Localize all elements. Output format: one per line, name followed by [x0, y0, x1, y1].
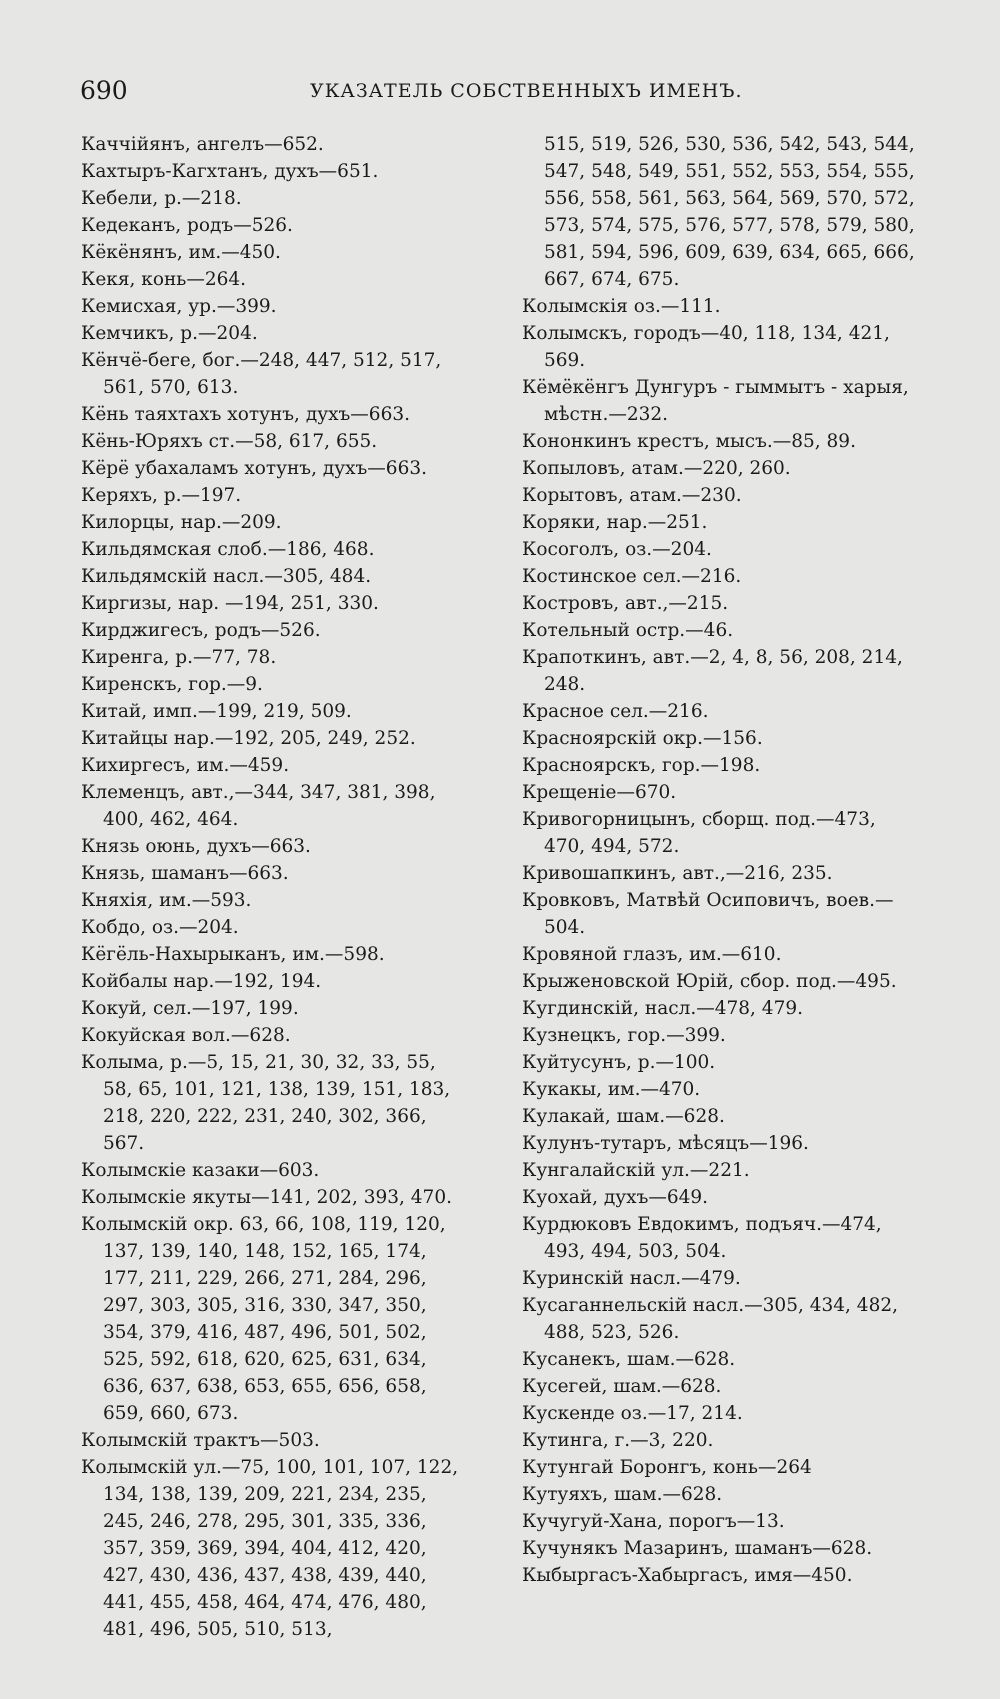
- index-entry: Кусаганнельскій насл.—305, 434, 482, 488, 523, 526.: [522, 1295, 898, 1343]
- index-entry: Крыженовской Юрій, сбор. под.—495.: [522, 971, 897, 992]
- index-entry: Кровяной глазъ, им.—610.: [522, 944, 782, 965]
- index-entry: Кривошапкинъ, авт.,—216, 235.: [522, 863, 833, 884]
- index-entry: Колымскій трактъ—503.: [81, 1430, 320, 1451]
- index-entry: Кокуйская вол.—628.: [81, 1025, 291, 1046]
- index-entry: Кугдинскій, насл.—478, 479.: [522, 998, 803, 1019]
- index-entry: Курдюковъ Евдокимъ, подъяч.—474, 493, 494, 503, 504.: [522, 1214, 882, 1262]
- index-entry: Кирджигесъ, родъ—526.: [81, 620, 321, 641]
- index-entry: Кихиргесъ, им.—459.: [81, 755, 290, 776]
- index-entry-continuation: 515, 519, 526, 530, 536, 542, 543, 544, 547, 548, 549, 551, 552, 553, 554, 555, 556, 558, 561, 563, 564, 569, 570, 572, 573, 574, 575, 576, 577, 578, 579, 580, 581, 594, 596, 609, 639, 634, 665, 666, 667, 674, 675.: [544, 134, 915, 290]
- index-entry: Кёмёкёнгъ Дунгуръ - гыммытъ - харыя, мѣстн.—232.: [522, 377, 909, 425]
- index-entry: Кёрё убахаламъ хотунъ, духъ—663.: [81, 458, 427, 479]
- index-entry: Крапоткинъ, авт.—2, 4, 8, 56, 208, 214, 248.: [522, 647, 903, 695]
- index-entry: Кёгёль-Нахырыканъ, им.—598.: [81, 944, 385, 965]
- index-entry: Койбалы нар.—192, 194.: [81, 971, 322, 992]
- index-entry: Кононкинъ крестъ, мысъ.—85, 89.: [522, 431, 856, 452]
- index-entry: Кучунякъ Мазаринъ, шаманъ—628.: [522, 1538, 873, 1559]
- index-column-left: [81, 131, 471, 1643]
- index-entry: Кедеканъ, родъ—526.: [81, 215, 293, 236]
- index-entry: Кунгалайскій ул.—221.: [522, 1160, 750, 1181]
- index-entry: Кыбыргасъ-Хабыргасъ, имя—450.: [522, 1565, 853, 1586]
- index-entry: Кёкёнянъ, им.—450.: [81, 242, 281, 263]
- index-entry: Кильдямскій насл.—305, 484.: [81, 566, 372, 587]
- index-entry: Китай, имп.—199, 219, 509.: [81, 701, 352, 722]
- index-entry: Крещеніе—670.: [522, 782, 677, 803]
- index-entry: Кулакай, шам.—628.: [522, 1106, 725, 1127]
- index-entry: Кутунгай Боронгъ, конь—264: [522, 1457, 812, 1478]
- index-entry: Кахтыръ-Кагхтанъ, духъ—651.: [81, 161, 379, 182]
- page-header: [80, 76, 960, 112]
- index-entry: Красноярскій окр.—156.: [522, 728, 763, 749]
- index-entry: Князь, шаманъ—663.: [81, 863, 289, 884]
- index-entry: Копыловъ, атам.—220, 260.: [522, 458, 791, 479]
- index-entry: Кемисхая, ур.—399.: [81, 296, 277, 317]
- index-entry: Колыма, р.—5, 15, 21, 30, 32, 33, 55, 58, 65, 101, 121, 138, 139, 151, 183, 218, 220, 222, 231, 240, 302, 366, 567.: [81, 1052, 451, 1154]
- index-entry: Киргизы, нар. —194, 251, 330.: [81, 593, 379, 614]
- index-entry: Кекя, конь—264.: [81, 269, 247, 290]
- index-entry: Коряки, нар.—251.: [522, 512, 708, 533]
- index-entry: Кусегей, шам.—628.: [522, 1376, 722, 1397]
- index-entry: Кемчикъ, р.—204.: [81, 323, 258, 344]
- index-entry: Кускенде оз.—17, 214.: [522, 1403, 743, 1424]
- index-entry: Косоголъ, оз.—204.: [522, 539, 712, 560]
- index-entry: Колымскій окр. 63, 66, 108, 119, 120, 137, 139, 140, 148, 152, 165, 174, 177, 211, 229, 266, 271, 284, 296, 297, 303, 305, 316, 330, 347, 350, 354, 379, 416, 487, 496, 501, 502, 525, 592, 618, 620, 625, 631, 634, 636, 637, 638, 653, 655, 656, 658, 659, 660, 673.: [81, 1214, 446, 1424]
- index-entry: Кривогорницынъ, сборщ. под.—473, 470, 494, 572.: [522, 809, 876, 857]
- index-entry: Куохай, духъ—649.: [522, 1187, 709, 1208]
- index-entry: Котельный остр.—46.: [522, 620, 734, 641]
- index-entry: Куринскій насл.—479.: [522, 1268, 741, 1289]
- index-entry: Князь оюнь, духъ—663.: [81, 836, 311, 857]
- index-entry: Красное сел.—216.: [522, 701, 709, 722]
- index-entry: Каччійянъ, ангелъ—652.: [81, 134, 324, 155]
- index-entry: Колымскія оз.—111.: [522, 296, 721, 317]
- index-entry: Кокуй, сел.—197, 199.: [81, 998, 299, 1019]
- index-entry: Корытовъ, атам.—230.: [522, 485, 742, 506]
- index-entry: Кёнь-Юряхъ ст.—58, 617, 655.: [81, 431, 378, 452]
- index-entry: Китайцы нар.—192, 205, 249, 252.: [81, 728, 416, 749]
- index-entry: Княхія, им.—593.: [81, 890, 252, 911]
- index-entry: Кукакы, им.—470.: [522, 1079, 701, 1100]
- index-entry: Киренга, р.—77, 78.: [81, 647, 277, 668]
- index-entry: Колымскъ, городъ—40, 118, 134, 421, 569.: [522, 323, 890, 371]
- index-entry: Костровъ, авт.,—215.: [522, 593, 729, 614]
- index-entry: Колымскіе якуты—141, 202, 393, 470.: [81, 1187, 452, 1208]
- index-entry: Куйтусунъ, р.—100.: [522, 1052, 716, 1073]
- index-entry: Кучугуй-Хана, порогъ—13.: [522, 1511, 785, 1532]
- index-column-right: [522, 131, 922, 1589]
- index-entry: Кёнчё-беге, бог.—248, 447, 512, 517, 561, 570, 613.: [81, 350, 442, 398]
- index-entry: Красноярскъ, гор.—198.: [522, 755, 761, 776]
- running-title: УКАЗАТЕЛЬ СОБСТВЕННЫХЪ ИМЕНЪ.: [310, 80, 743, 102]
- index-entry: Кильдямская слоб.—186, 468.: [81, 539, 375, 560]
- index-entry: Колымскіе казаки—603.: [81, 1160, 320, 1181]
- index-entry: Кровковъ, Матвѣй Осиповичъ, воев.— 504.: [522, 890, 894, 938]
- index-entry: Клеменцъ, авт.,—344, 347, 381, 398, 400, 462, 464.: [81, 782, 436, 830]
- index-entry: Колымскій ул.—75, 100, 101, 107, 122, 134, 138, 139, 209, 221, 234, 235, 245, 246, 278, 295, 301, 335, 336, 357, 359, 369, 394, 404, 412, 420, 427, 430, 436, 437, 438, 439, 440, 441, 455, 458, 464, 474, 476, 480, 481, 496, 505, 510, 513,: [81, 1457, 459, 1640]
- index-entry: Кулунъ-тутаръ, мѣсяцъ—196.: [522, 1133, 809, 1154]
- index-entry: Кебели, р.—218.: [81, 188, 242, 209]
- index-entry: Кобдо, оз.—204.: [81, 917, 239, 938]
- index-entry: Кутуяхъ, шам.—628.: [522, 1484, 723, 1505]
- index-entry: Керяхъ, р.—197.: [81, 485, 242, 506]
- page-number: 690: [80, 76, 128, 105]
- index-entry: Килорцы, нар.—209.: [81, 512, 282, 533]
- index-entry: Киренскъ, гор.—9.: [81, 674, 263, 695]
- index-entry: Костинское сел.—216.: [522, 566, 742, 587]
- index-entry: Кусанекъ, шам.—628.: [522, 1349, 736, 1370]
- index-entry: Кутинга, г.—3, 220.: [522, 1430, 714, 1451]
- index-entry: Кузнецкъ, гор.—399.: [522, 1025, 726, 1046]
- index-entry: Кёнь таяхтахъ хотунъ, духъ—663.: [81, 404, 410, 425]
